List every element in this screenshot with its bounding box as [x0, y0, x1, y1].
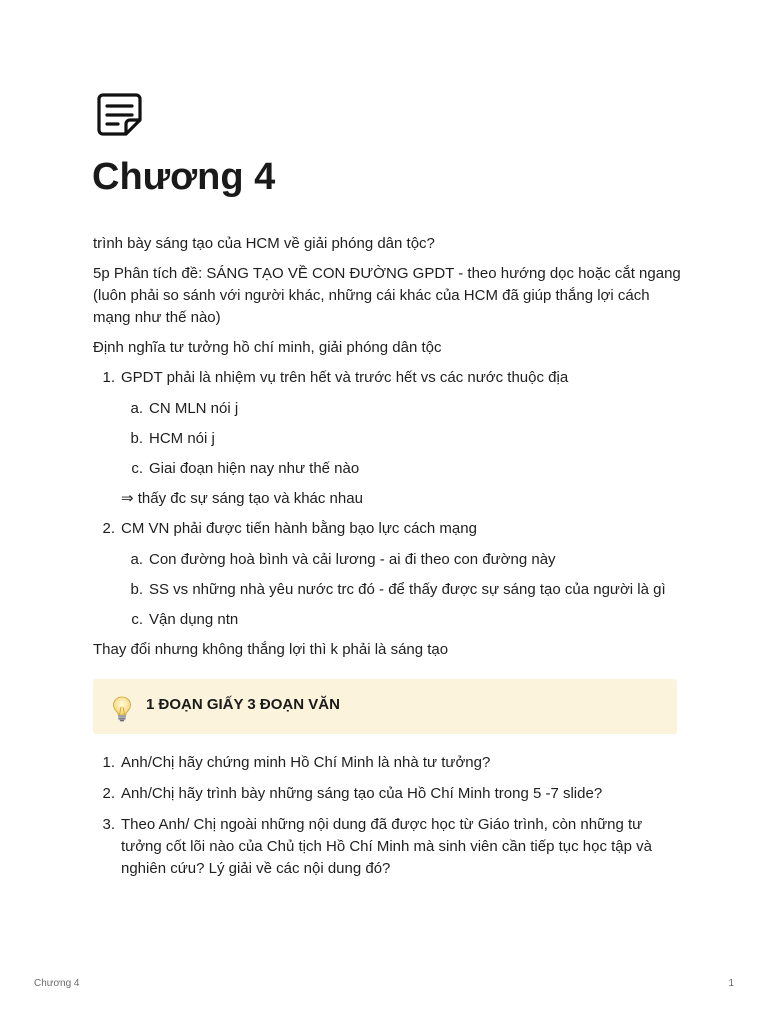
- sub-list-item: [121, 428, 683, 450]
- list-item: [93, 814, 683, 880]
- list-marker: a.: [130, 551, 143, 568]
- list-item-text: HCM nói j: [149, 430, 215, 447]
- sub-list-item: [121, 458, 683, 480]
- list-item-text: CM VN phải được tiến hành bằng bạo lực cách mạng: [121, 520, 477, 537]
- numbered-list-questions: [93, 752, 683, 880]
- list-item-text: SS vs những nhà yêu nước trc đó - để thấy được sự sáng tạo của người là gì: [149, 581, 666, 598]
- list-marker: 1.: [102, 369, 115, 386]
- numbered-list-main: [93, 367, 683, 631]
- paragraph-analysis: 5p Phân tích đề: SÁNG TẠO VỀ CON ĐƯỜNG GPDT - theo hướng dọc hoặc cắt ngang (luôn phải so sánh với người khác, những cái khác của HCM đã giúp thắng lợi cách mạng như thế nào): [93, 265, 681, 326]
- sub-list-item: [121, 398, 683, 420]
- footer-page-number: 1: [728, 978, 734, 989]
- list-marker: c.: [131, 460, 143, 477]
- list-marker: 3.: [102, 816, 115, 833]
- list-marker: 2.: [102, 520, 115, 537]
- callout-box: [93, 679, 677, 734]
- note-icon: [96, 92, 146, 138]
- list-item-text: Anh/Chị hãy trình bày những sáng tạo của Hồ Chí Minh trong 5 -7 slide?: [121, 785, 603, 802]
- footer-document-title: Chương 4: [34, 978, 80, 989]
- lightbulb-icon: [112, 696, 132, 722]
- list-marker: c.: [131, 611, 143, 628]
- list-item: [93, 783, 683, 805]
- list-item-text: Theo Anh/ Chị ngoài những nội dung đã được học từ Giáo trình, còn những tư tưởng cốt lõi nào của Chủ tịch Hồ Chí Minh mà sinh viên cần tiếp tục học tập và nghiên cứu? Lý giải về các nội dung đó?: [121, 816, 652, 877]
- page-content: [93, 233, 683, 889]
- list-item-text: Con đường hoà bình và cải lương - ai đi theo con đường này: [149, 551, 556, 568]
- list-marker: b.: [130, 581, 143, 598]
- list-item: [93, 367, 683, 389]
- sub-list-item: [121, 609, 683, 631]
- arrow-note: ⇒ thấy đc sự sáng tạo và khác nhau: [121, 490, 363, 507]
- sub-list-item: [121, 579, 683, 601]
- list-item: [93, 752, 683, 774]
- list-item-text: Vận dụng ntn: [149, 611, 239, 628]
- list-marker: 2.: [102, 785, 115, 802]
- sub-list-item: [121, 549, 683, 571]
- list-item-text: GPDT phải là nhiệm vụ trên hết và trước hết vs các nước thuộc địa: [121, 369, 569, 386]
- list-marker: a.: [130, 400, 143, 417]
- sub-list: [121, 398, 683, 480]
- list-item-text: CN MLN nói j: [149, 400, 239, 417]
- page-title: Chương 4: [92, 156, 276, 198]
- paragraph-conclusion: Thay đổi nhưng không thắng lợi thì k phải là sáng tạo: [93, 641, 449, 658]
- sub-list: [121, 549, 683, 631]
- list-item: [93, 518, 683, 540]
- list-marker: b.: [130, 430, 143, 447]
- paragraph-question: trình bày sáng tạo của HCM về giải phóng dân tộc?: [93, 235, 435, 252]
- callout-text: 1 ĐOẠN GIẤY 3 ĐOẠN VĂN: [146, 696, 340, 713]
- list-item-text: Giai đoạn hiện nay như thế nào: [149, 460, 360, 477]
- paragraph-definition: Định nghĩa tư tưởng hồ chí minh, giải phóng dân tộc: [93, 339, 442, 356]
- list-item-text: Anh/Chị hãy chứng minh Hồ Chí Minh là nhà tư tưởng?: [121, 754, 491, 771]
- list-marker: 1.: [102, 754, 115, 771]
